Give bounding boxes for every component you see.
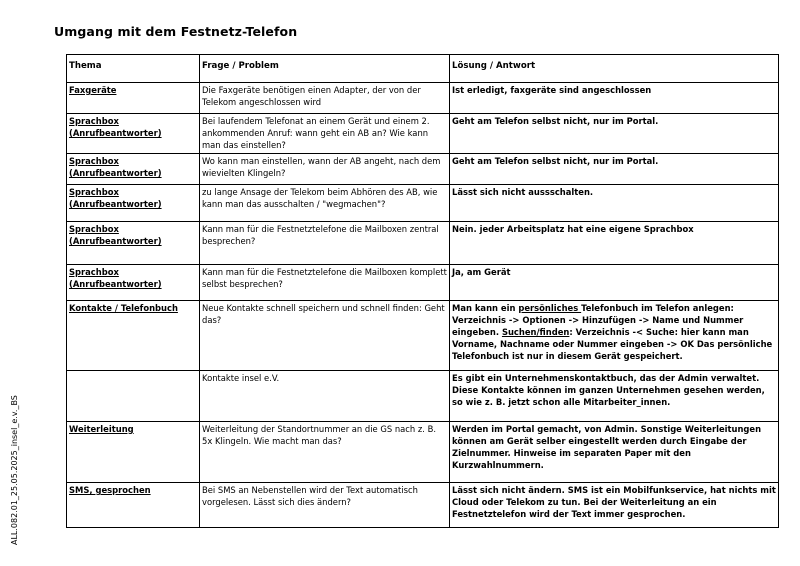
row-question: Bei SMS an Nebenstellen wird der Text automatisch vorgelesen. Lässt sich dies ändern?	[200, 483, 450, 528]
row-question: Kann man für die Festnetztelefone die Mailboxen zentral besprechen?	[200, 222, 450, 265]
row-topic: Kontakte / Telefonbuch	[67, 301, 200, 371]
row-answer: Nein. jeder Arbeitsplatz hat eine eigene Sprachbox	[450, 222, 779, 265]
row-question: Weiterleitung der Standortnummer an die GS nach z. B. 5x Klingeln. Wie macht man das?	[200, 422, 450, 483]
table-row	[67, 301, 779, 371]
row-answer: Werden im Portal gemacht, von Admin. Sonstige Weiterleitungen können am Gerät selber eingestellt werden durch Eingabe der Zielnummer. Hinweise im separaten Paper mit den Kurzwahlnummern.	[450, 422, 779, 483]
row-topic: Sprachbox (Anrufbeantworter)	[67, 265, 200, 301]
row-answer: Ist erledigt, faxgeräte sind angeschlossen	[450, 83, 779, 114]
document-reference-code: ALL.082.01_25.05.2025_insel_e.v._BS	[10, 395, 19, 545]
row-topic: Sprachbox (Anrufbeantworter)	[67, 222, 200, 265]
row-answer: Geht am Telefon selbst nicht, nur im Portal.	[450, 114, 779, 154]
answer-text-underlined: persönliches	[518, 303, 582, 313]
header-answer: Lösung / Antwort	[450, 55, 779, 83]
table-row	[67, 483, 779, 528]
row-topic: Sprachbox (Anrufbeantworter)	[67, 185, 200, 222]
row-question: Wo kann man einstellen, wann der AB angeht, nach dem wievielten Klingeln?	[200, 154, 450, 185]
answer-text: : Verzeichnis -< Suche: hier kann man Vorname, Nachname oder Nummer eingeben -> OK Das persönliche Telefonbuch ist nur in diesem Gerät gespeichert.	[452, 327, 773, 361]
table-header-row	[67, 55, 779, 83]
row-topic: Sprachbox (Anrufbeantworter)	[67, 154, 200, 185]
row-question: Kann man für die Festnetztelefone die Mailboxen komplett selbst besprechen?	[200, 265, 450, 301]
row-topic: SMS, gesprochen	[67, 483, 200, 528]
table-row	[67, 154, 779, 185]
row-topic	[67, 371, 200, 422]
row-question: Die Faxgeräte benötigen einen Adapter, der von der Telekom angeschlossen wird	[200, 83, 450, 114]
row-topic: Weiterleitung	[67, 422, 200, 483]
answer-text-underlined: Suchen/finden	[501, 327, 570, 337]
row-answer: Ja, am Gerät	[450, 265, 779, 301]
table-row	[67, 83, 779, 114]
row-answer	[450, 301, 779, 371]
header-topic: Thema	[67, 55, 200, 83]
table-row	[67, 371, 779, 422]
row-topic: Faxgeräte	[67, 83, 200, 114]
row-question: Bei laufendem Telefonat an einem Gerät und einem 2. ankommenden Anruf: wann geht ein AB an? Wie kann man das einstellen?	[200, 114, 450, 154]
table-row	[67, 185, 779, 222]
row-question: zu lange Ansage der Telekom beim Abhören des AB, wie kann man das ausschalten / "wegmachen"?	[200, 185, 450, 222]
row-answer: Es gibt ein Unternehmenskontaktbuch, das der Admin verwaltet. Diese Kontakte können im ganzen Unternehmen gesehen werden, so wie z. B. jetzt schon alle Mitarbeiter_innen.	[450, 371, 779, 422]
row-answer: Geht am Telefon selbst nicht, nur im Portal.	[450, 154, 779, 185]
row-answer: Lässt sich nicht ändern. SMS ist ein Mobilfunkservice, hat nichts mit Cloud oder Telekom zu tun. Bei der Weiterleitung an ein Festnetztelefon wird der Text immer gesprochen.	[450, 483, 779, 528]
table-row	[67, 265, 779, 301]
row-question: Neue Kontakte schnell speichern und schnell finden: Geht das?	[200, 301, 450, 371]
header-question: Frage / Problem	[200, 55, 450, 83]
faq-table	[66, 54, 779, 528]
answer-text: Telefonbuch im Telefon anlegen: Verzeichnis -> Optionen -> Hinzufügen -> Name und Nummer eingeben.	[452, 303, 744, 337]
row-answer: Lässt sich nicht aussschalten.	[450, 185, 779, 222]
answer-text: Man kann ein	[452, 303, 519, 313]
table-row	[67, 222, 779, 265]
row-topic: Sprachbox (Anrufbeantworter)	[67, 114, 200, 154]
row-question: Kontakte insel e.V.	[200, 371, 450, 422]
table-row	[67, 114, 779, 154]
table-row	[67, 422, 779, 483]
document-title: Umgang mit dem Festnetz-Telefon	[54, 24, 298, 39]
